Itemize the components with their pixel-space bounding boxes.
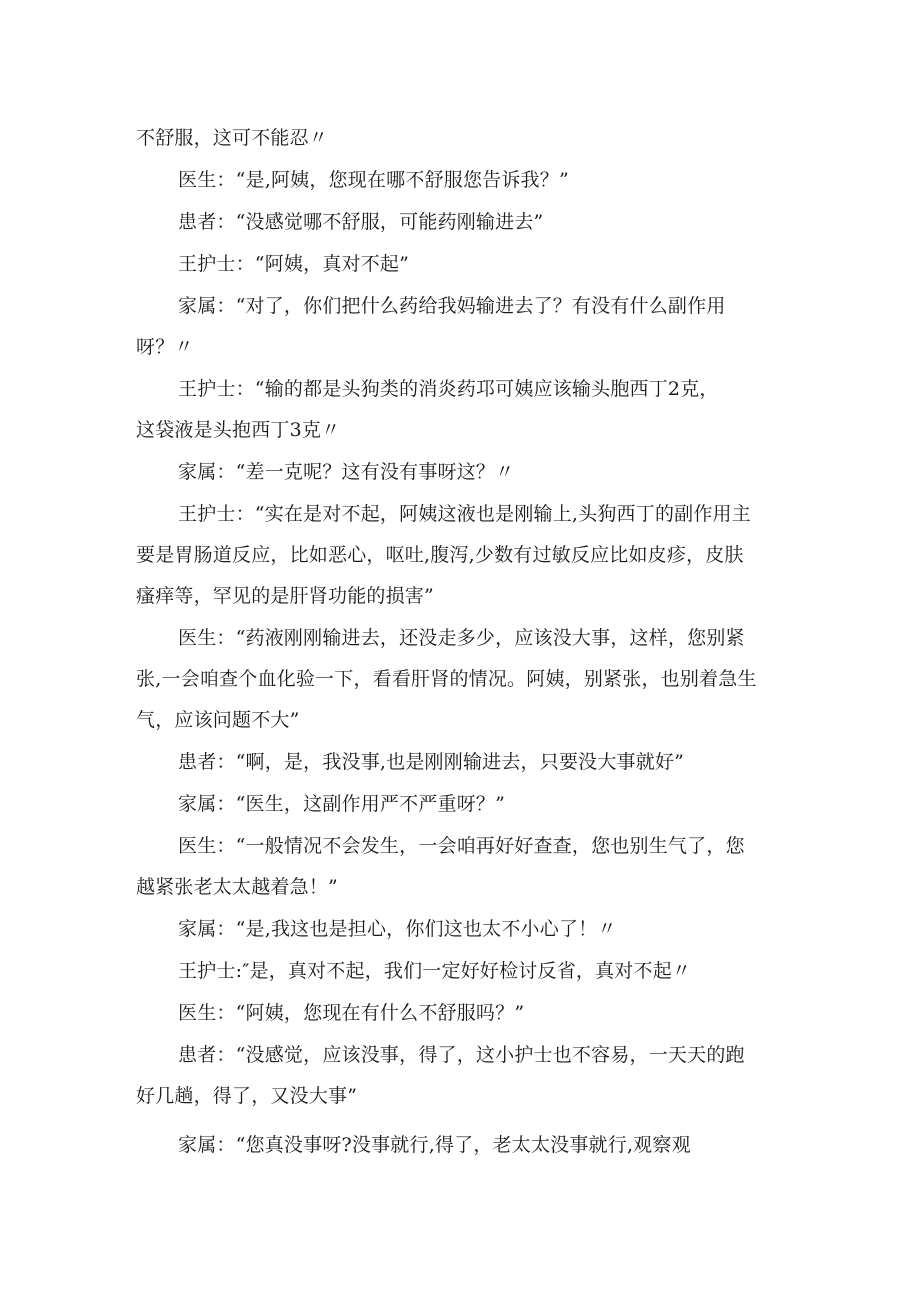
text-line: 王护士：“实在是对不起，阿姨这液也是刚输上,头狗西丁的副作用主 — [178, 503, 751, 525]
text-line: 好几趟，得了，又没大事” — [136, 1085, 358, 1107]
text-line: 医生：“是,阿姨，您现在哪不舒服您告诉我？” — [178, 169, 569, 191]
text-line: 越紧张老太太越着急！” — [136, 876, 338, 898]
text-line: 家属：“是,我这也是担心，你们这也太不小心了！〃 — [178, 918, 617, 940]
text-line: 要是胃肠道反应，比如恶心，呕吐,腹泻,少数有过敏反应比如皮疹，皮肤 — [136, 544, 744, 566]
text-line: 医生：“阿姨，您现在有什么不舒服吗？” — [178, 1002, 525, 1024]
text-line: 家属：“您真没事呀?没事就行,得了，老太太没事就行,观察观 — [178, 1134, 691, 1156]
text-line: 医生：“一般情况不会发生，一会咱再好好查查，您也别生气了，您 — [178, 835, 745, 857]
text-line: 王护士:″是，真对不起，我们一定好好检讨反省，真对不起〃 — [178, 960, 692, 982]
text-line: 张,一会咱查个血化验一下，看看肝肾的情况。阿姨，别紧张，也别着急生 — [136, 668, 757, 690]
text-line: 呀？〃 — [136, 336, 194, 358]
text-line: 不舒服，这可不能忍〃 — [136, 127, 329, 149]
text-line: 气，应该问题不大” — [136, 709, 300, 731]
text-line: 这袋液是头抱西丁3克〃 — [136, 419, 341, 441]
text-line: 家属：“对了，你们把什么药给我妈输进去了？有没有什么副作用 — [178, 295, 726, 317]
text-line: 医生：“药液刚刚输进去，还没走多少，应该没大事，这样，您别紧 — [178, 627, 745, 649]
text-line: 患者：“啊，是，我没事,也是刚刚输进去，只要没大事就好” — [178, 751, 685, 773]
text-line: 患者：“没感觉，应该没事，得了，这小护士也不容易，一天天的跑 — [178, 1044, 745, 1066]
text-line: 家属：“差一克呢？这有没有事呀这？〃 — [178, 461, 515, 483]
text-line: 患者：“没感觉哪不舒服，可能药刚输进去” — [178, 211, 544, 233]
text-line: 家属：“医生，这副作用严不严重呀？” — [178, 793, 506, 815]
text-line: 瘙痒等，罕见的是肝肾功能的损害” — [136, 585, 434, 607]
text-line: 王护士：“阿姨，真对不起” — [178, 253, 410, 275]
text-line: 王护士：“输的都是头狗类的消炎药邛可姨应该输头胞西丁2克， — [178, 378, 719, 400]
